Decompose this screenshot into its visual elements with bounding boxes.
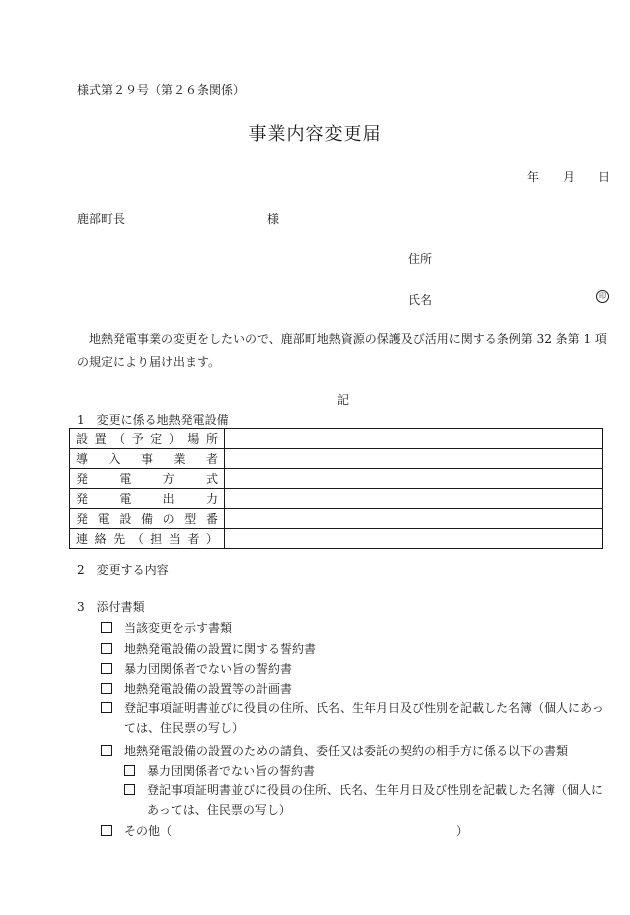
row-label bbox=[70, 529, 225, 549]
checkbox-icon[interactable] bbox=[101, 683, 112, 694]
date-month-label: 月 bbox=[563, 170, 576, 184]
row-label-text: 発 電 方 式 bbox=[76, 472, 218, 486]
row-label-text: 発 電 出 力 bbox=[76, 492, 218, 506]
checkbox-icon[interactable] bbox=[101, 702, 112, 713]
row-value[interactable] bbox=[225, 529, 603, 549]
row-value[interactable] bbox=[225, 489, 603, 509]
checkbox-icon[interactable] bbox=[101, 622, 112, 633]
attachment-item[interactable] bbox=[101, 701, 124, 715]
table-row bbox=[70, 509, 603, 529]
equipment-table bbox=[69, 428, 603, 549]
row-label-text: 発 電 設 備 の 型 番 bbox=[76, 512, 218, 526]
attachment-item-text: 登記事項証明書並びに役員の住所、氏名、生年月日及び性別を記載した名簿（個人にあっては、住民票の写し） bbox=[124, 701, 604, 735]
section1-heading: 1 変更に係る地熱発電設備 bbox=[77, 413, 229, 427]
attachment-subitem[interactable] bbox=[124, 783, 147, 797]
other-close-paren: ） bbox=[456, 824, 469, 838]
checkbox-icon[interactable] bbox=[101, 745, 112, 756]
attachment-subitem-text: 登記事項証明書並びに役員の住所、氏名、生年月日及び性別を記載した名簿（個人にあっては、住民票の写し） bbox=[147, 783, 604, 817]
row-value[interactable] bbox=[225, 469, 603, 489]
checkbox-icon[interactable] bbox=[101, 825, 112, 836]
row-label-text: 連 絡 先 （ 担 当 者 ） bbox=[76, 532, 218, 546]
checkbox-icon[interactable] bbox=[101, 643, 112, 654]
checkbox-icon[interactable] bbox=[101, 663, 112, 674]
row-label bbox=[70, 489, 225, 509]
attachment-item[interactable]: 当該変更を示す書類 bbox=[101, 619, 232, 636]
seal-mark: 印 bbox=[596, 290, 609, 303]
row-label-text: 設 置 （ 予 定 ） 場 所 bbox=[76, 432, 218, 446]
attachment-item[interactable]: 暴力団関係者でない旨の誓約書 bbox=[101, 660, 292, 677]
page-title: 事業内容変更届 bbox=[248, 124, 382, 145]
row-value[interactable] bbox=[225, 449, 603, 469]
row-label-text: 導 入 事 業 者 bbox=[76, 452, 218, 466]
attachment-item-other[interactable]: その他（ bbox=[101, 822, 172, 839]
ki-heading: 記 bbox=[336, 393, 349, 407]
table-row bbox=[70, 489, 603, 509]
attachment-item[interactable]: 地熱発電設備の設置に関する誓約書 bbox=[101, 640, 316, 657]
row-label bbox=[70, 509, 225, 529]
date-day-label: 日 bbox=[598, 170, 611, 184]
row-label bbox=[70, 429, 225, 449]
intro-paragraph: 地熱発電事業の変更をしたいので、鹿部町地熱資源の保護及び活用に関する条例第 32 条第 1 項の規定により届け出ます。 bbox=[77, 332, 607, 369]
row-value[interactable] bbox=[225, 429, 603, 449]
addressee-honorific: 様 bbox=[267, 212, 280, 226]
row-label bbox=[70, 449, 225, 469]
table-row bbox=[70, 529, 603, 549]
section2-heading: 2 変更する内容 bbox=[77, 563, 169, 577]
form-number: 様式第２９号（第２６条関係） bbox=[77, 83, 246, 97]
attachment-item[interactable]: 地熱発電設備の設置のための請負、委任又は委託の契約の相手方に係る以下の書類 bbox=[101, 742, 568, 759]
name-label: 氏名 bbox=[408, 293, 433, 307]
row-label bbox=[70, 469, 225, 489]
table-row bbox=[70, 449, 603, 469]
table-row bbox=[70, 469, 603, 489]
attachment-item[interactable]: 地熱発電設備の設置等の計画書 bbox=[101, 680, 292, 697]
checkbox-icon[interactable] bbox=[124, 784, 135, 795]
row-value[interactable] bbox=[225, 509, 603, 529]
date-year-label: 年 bbox=[527, 170, 540, 184]
table-row bbox=[70, 429, 603, 449]
section3-heading: 3 添付書類 bbox=[77, 600, 145, 614]
addressee-name: 鹿部町長 bbox=[77, 212, 126, 226]
address-label: 住所 bbox=[408, 252, 433, 266]
attachment-subitem[interactable]: 暴力団関係者でない旨の誓約書 bbox=[124, 762, 315, 779]
checkbox-icon[interactable] bbox=[124, 765, 135, 776]
